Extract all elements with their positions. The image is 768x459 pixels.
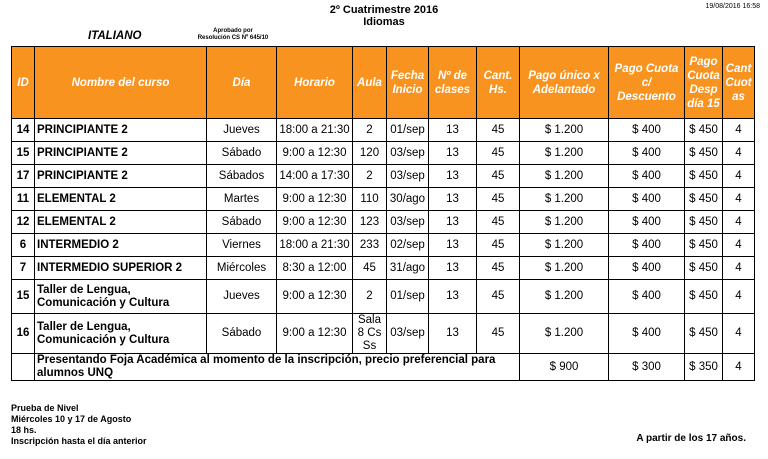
room-cell: 123 [353,211,387,234]
installments-cell: 4 [723,165,755,188]
room-cell: 2 [353,119,387,142]
table-header-row [12,47,755,119]
hours-cell: 45 [477,142,520,165]
time-cell: 9:00 a 12:30 [277,188,353,211]
classes-cell: 13 [429,257,477,280]
hours-cell: 45 [477,119,520,142]
installments-cell: 4 [723,119,755,142]
pay-late-cell: $ 450 [685,234,723,257]
hours-cell: 45 [477,165,520,188]
table-row [12,211,755,234]
course-name: INTERMEDIO SUPERIOR 2 [35,257,207,280]
hours-cell: 45 [477,280,520,314]
id-cell: 7 [12,257,35,280]
installments-cell: 4 [723,280,755,314]
special-pay-discount: $ 300 [609,354,685,381]
start-date-cell: 03/sep [387,142,429,165]
col-header-time: Horario [277,47,353,119]
approval-resolution: Resolución CS Nº 645/10 [197,35,269,41]
col-header-id: ID [12,47,35,119]
day-cell: Sábados [207,165,277,188]
col-header-day: Día [207,47,277,119]
pay-discount-cell: $ 400 [609,257,685,280]
id-cell: 11 [12,188,35,211]
approval-label: Aprobado por [213,28,253,34]
col-header-name: Nombre del curso [35,47,207,119]
classes-cell: 13 [429,142,477,165]
day-cell: Sábado [207,142,277,165]
pay-discount-cell: $ 400 [609,280,685,314]
special-pay-single: $ 900 [520,354,609,381]
installments-cell: 4 [723,142,755,165]
day-cell: Miércoles [207,257,277,280]
classes-cell: 13 [429,165,477,188]
course-name: INTERMEDIO 2 [35,234,207,257]
table-row [12,188,755,211]
table-row [12,119,755,142]
hours-cell: 45 [477,314,520,354]
classes-cell: 13 [429,280,477,314]
start-date-cell: 30/ago [387,188,429,211]
pay-late-cell: $ 450 [685,211,723,234]
special-note: Presentando Foja Académica al momento de la inscripción, precio preferencial para alumnos UNQ [35,354,520,381]
start-date-cell: 03/sep [387,165,429,188]
hours-cell: 45 [477,188,520,211]
col-header-pay-single: Pago único x Adelantado [520,47,609,119]
table-row [12,280,755,314]
day-cell: Martes [207,188,277,211]
course-name: ELEMENTAL 2 [35,188,207,211]
pay-discount-cell: $ 400 [609,142,685,165]
classes-cell: 13 [429,119,477,142]
start-date-cell: 01/sep [387,280,429,314]
pay-single-cell: $ 1.200 [520,142,609,165]
day-cell: Jueves [207,119,277,142]
table-row [12,165,755,188]
page-subtitle: Idiomas [363,16,405,28]
classes-cell: 13 [429,211,477,234]
pay-late-cell: $ 450 [685,165,723,188]
placement-test-label: Prueba de Nivel [11,403,79,413]
pay-discount-cell: $ 400 [609,211,685,234]
start-date-cell: 02/sep [387,234,429,257]
pay-late-cell: $ 450 [685,188,723,211]
time-cell: 8:30 a 12:00 [277,257,353,280]
classes-cell: 13 [429,188,477,211]
classes-cell: 13 [429,314,477,354]
installments-cell: 4 [723,211,755,234]
id-cell: 15 [12,142,35,165]
pay-single-cell: $ 1.200 [520,257,609,280]
course-name: PRINCIPIANTE 2 [35,165,207,188]
language-label: ITALIANO [88,30,142,42]
table-row [12,257,755,280]
pay-discount-cell: $ 400 [609,165,685,188]
table-row [12,142,755,165]
time-cell: 18:00 a 21:30 [277,119,353,142]
table-row [12,234,755,257]
col-header-installments: Cant Cuot as [723,47,755,119]
course-name: PRINCIPIANTE 2 [35,142,207,165]
course-table [11,46,755,381]
hours-cell: 45 [477,234,520,257]
time-cell: 9:00 a 12:30 [277,280,353,314]
course-name: Taller de Lengua, Comunicación y Cultura [35,280,207,314]
time-cell: 9:00 a 12:30 [277,142,353,165]
placement-test-time: 18 hs. [11,425,37,435]
room-cell: Sala 8 Cs Ss [353,314,387,354]
installments-cell: 4 [723,234,755,257]
pay-discount-cell: $ 400 [609,188,685,211]
room-cell: 2 [353,165,387,188]
page-title: 2º Cuatrimestre 2016 [329,4,439,16]
pay-single-cell: $ 1.200 [520,211,609,234]
id-cell: 16 [12,314,35,354]
day-cell: Sábado [207,211,277,234]
start-date-cell: 01/sep [387,119,429,142]
start-date-cell: 03/sep [387,314,429,354]
col-header-start: Fecha Inicio [387,47,429,119]
special-id-cell [12,354,35,381]
start-date-cell: 03/sep [387,211,429,234]
classes-cell: 13 [429,234,477,257]
pay-discount-cell: $ 400 [609,119,685,142]
course-name: Taller de Lengua, Comunicación y Cultura [35,314,207,354]
id-cell: 17 [12,165,35,188]
hours-cell: 45 [477,257,520,280]
pay-discount-cell: $ 400 [609,234,685,257]
col-header-room: Aula [353,47,387,119]
installments-cell: 4 [723,188,755,211]
id-cell: 14 [12,119,35,142]
time-cell: 9:00 a 12:30 [277,211,353,234]
pay-late-cell: $ 450 [685,280,723,314]
day-cell: Jueves [207,280,277,314]
special-pay-late: $ 350 [685,354,723,381]
installments-cell: 4 [723,257,755,280]
pay-discount-cell: $ 400 [609,314,685,354]
pay-single-cell: $ 1.200 [520,165,609,188]
room-cell: 2 [353,280,387,314]
room-cell: 110 [353,188,387,211]
id-cell: 6 [12,234,35,257]
pay-single-cell: $ 1.200 [520,314,609,354]
placement-test-dates: Miércoles 10 y 17 de Agosto [11,414,132,424]
pay-single-cell: $ 1.200 [520,119,609,142]
time-cell: 9:00 a 12:30 [277,314,353,354]
col-header-pay-late: Pago Cuota Desp día 15 [685,47,723,119]
table-row [12,314,755,354]
special-price-row [12,354,755,381]
room-cell: 233 [353,234,387,257]
day-cell: Viernes [207,234,277,257]
enrollment-deadline: Inscripción hasta el día anterior [11,436,147,446]
pay-late-cell: $ 450 [685,119,723,142]
pay-late-cell: $ 450 [685,314,723,354]
course-name: PRINCIPIANTE 2 [35,119,207,142]
age-requirement: A partir de los 17 años. [636,433,746,444]
id-cell: 12 [12,211,35,234]
col-header-classes: Nº de clases [429,47,477,119]
col-header-hours: Cant. Hs. [477,47,520,119]
hours-cell: 45 [477,211,520,234]
col-header-pay-discount: Pago Cuota c/ Descuento [609,47,685,119]
time-cell: 18:00 a 21:30 [277,234,353,257]
start-date-cell: 31/ago [387,257,429,280]
time-cell: 14:00 a 17:30 [277,165,353,188]
course-name: ELEMENTAL 2 [35,211,207,234]
id-cell: 15 [12,280,35,314]
pay-single-cell: $ 1.200 [520,234,609,257]
print-timestamp: 19/08/2016 16:58 [705,3,760,10]
pay-single-cell: $ 1.200 [520,188,609,211]
room-cell: 45 [353,257,387,280]
room-cell: 120 [353,142,387,165]
pay-single-cell: $ 1.200 [520,280,609,314]
special-installments: 4 [723,354,755,381]
day-cell: Sábado [207,314,277,354]
pay-late-cell: $ 450 [685,257,723,280]
pay-late-cell: $ 450 [685,142,723,165]
installments-cell: 4 [723,314,755,354]
